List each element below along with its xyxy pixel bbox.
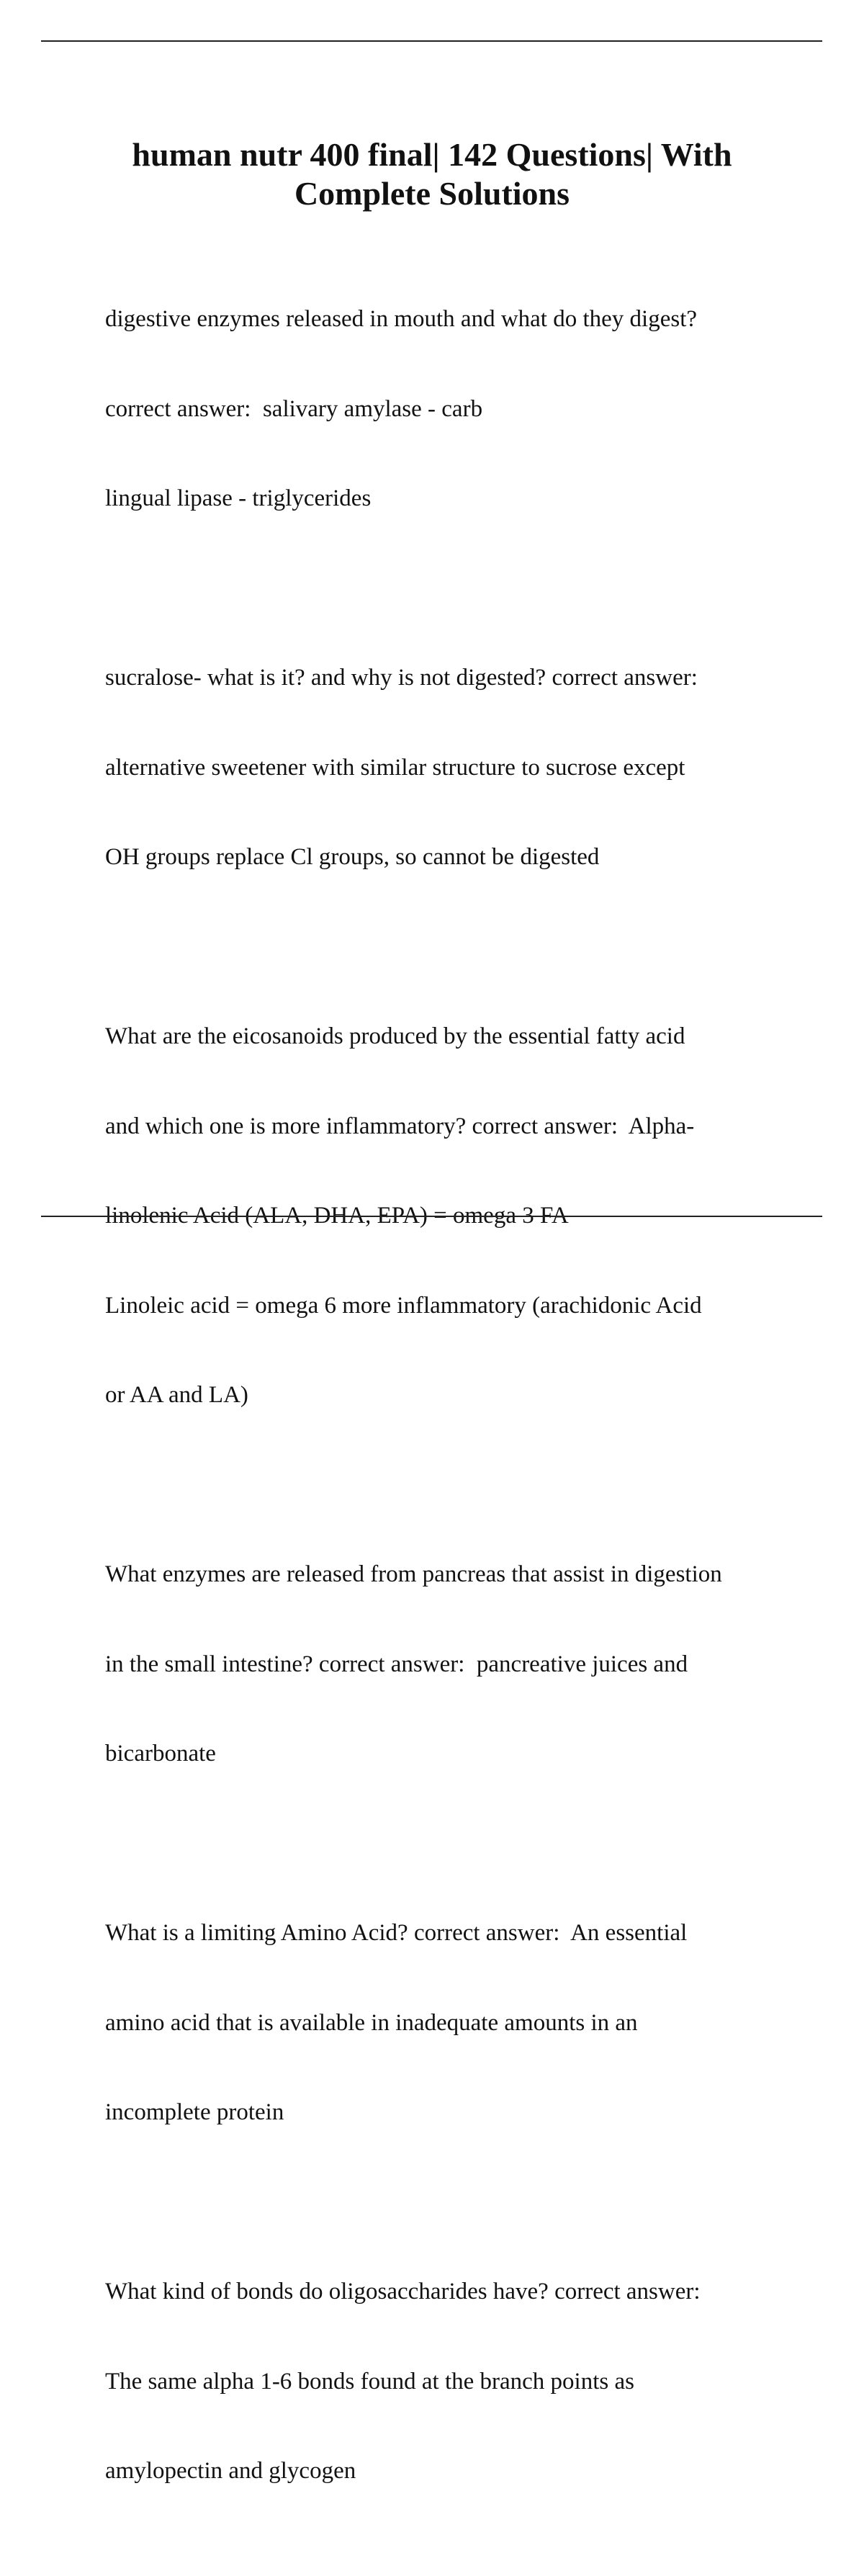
qa-item-limiting-amino-acid (105, 1859, 796, 2188)
qa-line: incomplete protein (105, 2099, 284, 2125)
qa-line: lingual lipase - triglycerides (105, 485, 372, 511)
qa-line: and which one is more inflammatory? correct answer: Alpha- (105, 1113, 695, 1139)
qa-line: correct answer: salivary amylase - carb (105, 395, 483, 422)
qa-item-sucralose (105, 603, 796, 933)
qa-item-mouth-enzymes (105, 245, 796, 574)
qa-line: or AA and LA) (105, 1382, 248, 1408)
qa-line: amylopectin and glycogen (105, 2458, 356, 2484)
document-title (86, 135, 778, 213)
qa-list (105, 245, 796, 2576)
qa-line: What are the eicosanoids produced by the essential fatty acid (105, 1023, 685, 1049)
qa-line: What enzymes are released from pancreas that assist in digestion (105, 1561, 722, 1587)
qa-item-oligosaccharide-bonds (105, 2217, 796, 2546)
title-line-1: human nutr 400 final| 142 Questions| With (132, 136, 732, 173)
qa-line: What is a limiting Amino Acid? correct answer: An essential (105, 1920, 688, 1946)
qa-line: Linoleic acid = omega 6 more inflammatory (arachidonic Acid (105, 1292, 702, 1319)
qa-line: linolenic Acid (ALA, DHA, EPA) = omega 3 FA (105, 1203, 569, 1229)
qa-line: alternative sweetener with similar structure to sucrose except (105, 754, 685, 781)
qa-line: bicarbonate (105, 1741, 216, 1767)
top-divider (41, 40, 822, 42)
qa-line: digestive enzymes released in mouth and what do they digest? (105, 306, 698, 332)
qa-line: sucralose- what is it? and why is not digested? correct answer: (105, 665, 698, 691)
qa-item-pancreas-enzymes (105, 1500, 796, 1829)
qa-line: OH groups replace Cl groups, so cannot be digested (105, 844, 600, 870)
qa-line: The same alpha 1-6 bonds found at the branch points as (105, 2368, 634, 2395)
bottom-divider (41, 1216, 822, 1217)
qa-line: in the small intestine? correct answer: pancreative juices and (105, 1651, 688, 1677)
qa-line: amino acid that is available in inadequate amounts in an (105, 2009, 638, 2036)
qa-line: What kind of bonds do oligosaccharides have? correct answer: (105, 2279, 701, 2305)
title-line-2: Complete Solutions (294, 175, 570, 212)
